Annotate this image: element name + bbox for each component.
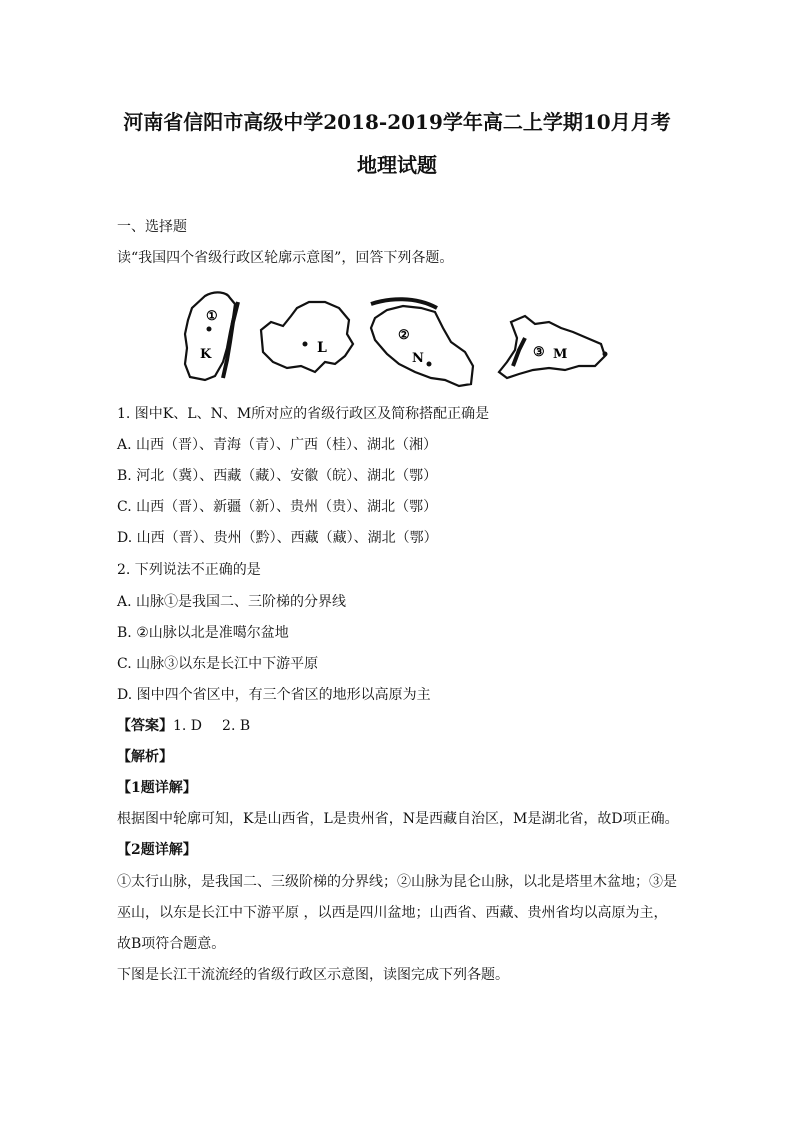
province-outline-m — [499, 316, 605, 378]
answer-2: 2. B — [222, 718, 251, 734]
map-label-1: ① — [206, 309, 218, 324]
question-1-option-d: D. 山西（晋）、贵州（黔）、西藏（藏）、湖北（鄂） — [117, 530, 438, 546]
question-intro: 读“我国四个省级行政区轮廓示意图”，回答下列各题。 — [117, 250, 454, 266]
province-outline-map — [175, 282, 615, 394]
question-2-stem: 2. 下列说法不正确的是 — [117, 562, 261, 578]
question-2-option-b: B. ②山脉以北是准噶尔盆地 — [117, 625, 289, 641]
map-label-k: K — [200, 347, 212, 362]
map-label-n: N — [412, 351, 424, 366]
section-heading: 一、选择题 — [117, 219, 187, 235]
question-1-option-c: C. 山西（晋）、新疆（新）、贵州（贵）、湖北（鄂） — [117, 499, 438, 515]
analysis-q2-line-2: 巫山，以东是长江中下游平原 ，以西是四川盆地；山西省、西藏、贵州省均以高原为主， — [117, 905, 668, 921]
answer-line — [117, 717, 250, 735]
document-title: 河南省信阳市高级中学2018-2019学年高二上学期10月月考 — [123, 110, 671, 134]
province-outline-n — [371, 306, 473, 386]
analysis-q2-heading: 【2题详解】 — [117, 842, 197, 858]
question-1-option-b: B. 河北（冀）、西藏（藏）、安徽（皖）、湖北（鄂） — [117, 468, 438, 484]
answer-label: 【答案】 — [117, 718, 173, 734]
question-2-option-c: C. 山脉③以东是长江中下游平原 — [117, 656, 319, 672]
analysis-q2-line-1: ①太行山脉，是我国二、三级阶梯的分界线；②山脉为昆仑山脉，以北是塔里木盆地；③是 — [117, 874, 677, 890]
taihang-mountain-line — [223, 302, 238, 378]
map-label-m: M — [553, 347, 568, 362]
map-label-l: L — [317, 340, 327, 356]
map-label-3: ③ — [533, 345, 545, 360]
question-2-option-d: D. 图中四个省区中，有三个省区的地形以高原为主 — [117, 687, 431, 703]
question-1-option-a: A. 山西（晋）、青海（青）、广西（桂）、湖北（湘） — [117, 437, 438, 453]
question-2-option-a: A. 山脉①是我国二、三阶梯的分界线 — [117, 594, 347, 610]
analysis-q1-heading: 【1题详解】 — [117, 780, 197, 796]
next-question-intro: 下图是长江干流流经的省级行政区示意图，读图完成下列各题。 — [117, 967, 509, 983]
analysis-label: 【解析】 — [117, 749, 173, 765]
question-1-stem: 1. 图中K、L、N、M所对应的省级行政区及简称搭配正确是 — [117, 406, 490, 422]
analysis-q2-line-3: 故B项符合题意。 — [117, 936, 226, 952]
answer-1: 1. D — [173, 718, 203, 734]
document-subtitle: 地理试题 — [357, 153, 437, 177]
province-outline-l — [261, 302, 353, 372]
analysis-q1-text: 根据图中轮廓可知，K是山西省，L是贵州省，N是西藏自治区，M是湖北省，故D项正确。 — [117, 811, 679, 827]
map-label-2: ② — [398, 328, 410, 343]
